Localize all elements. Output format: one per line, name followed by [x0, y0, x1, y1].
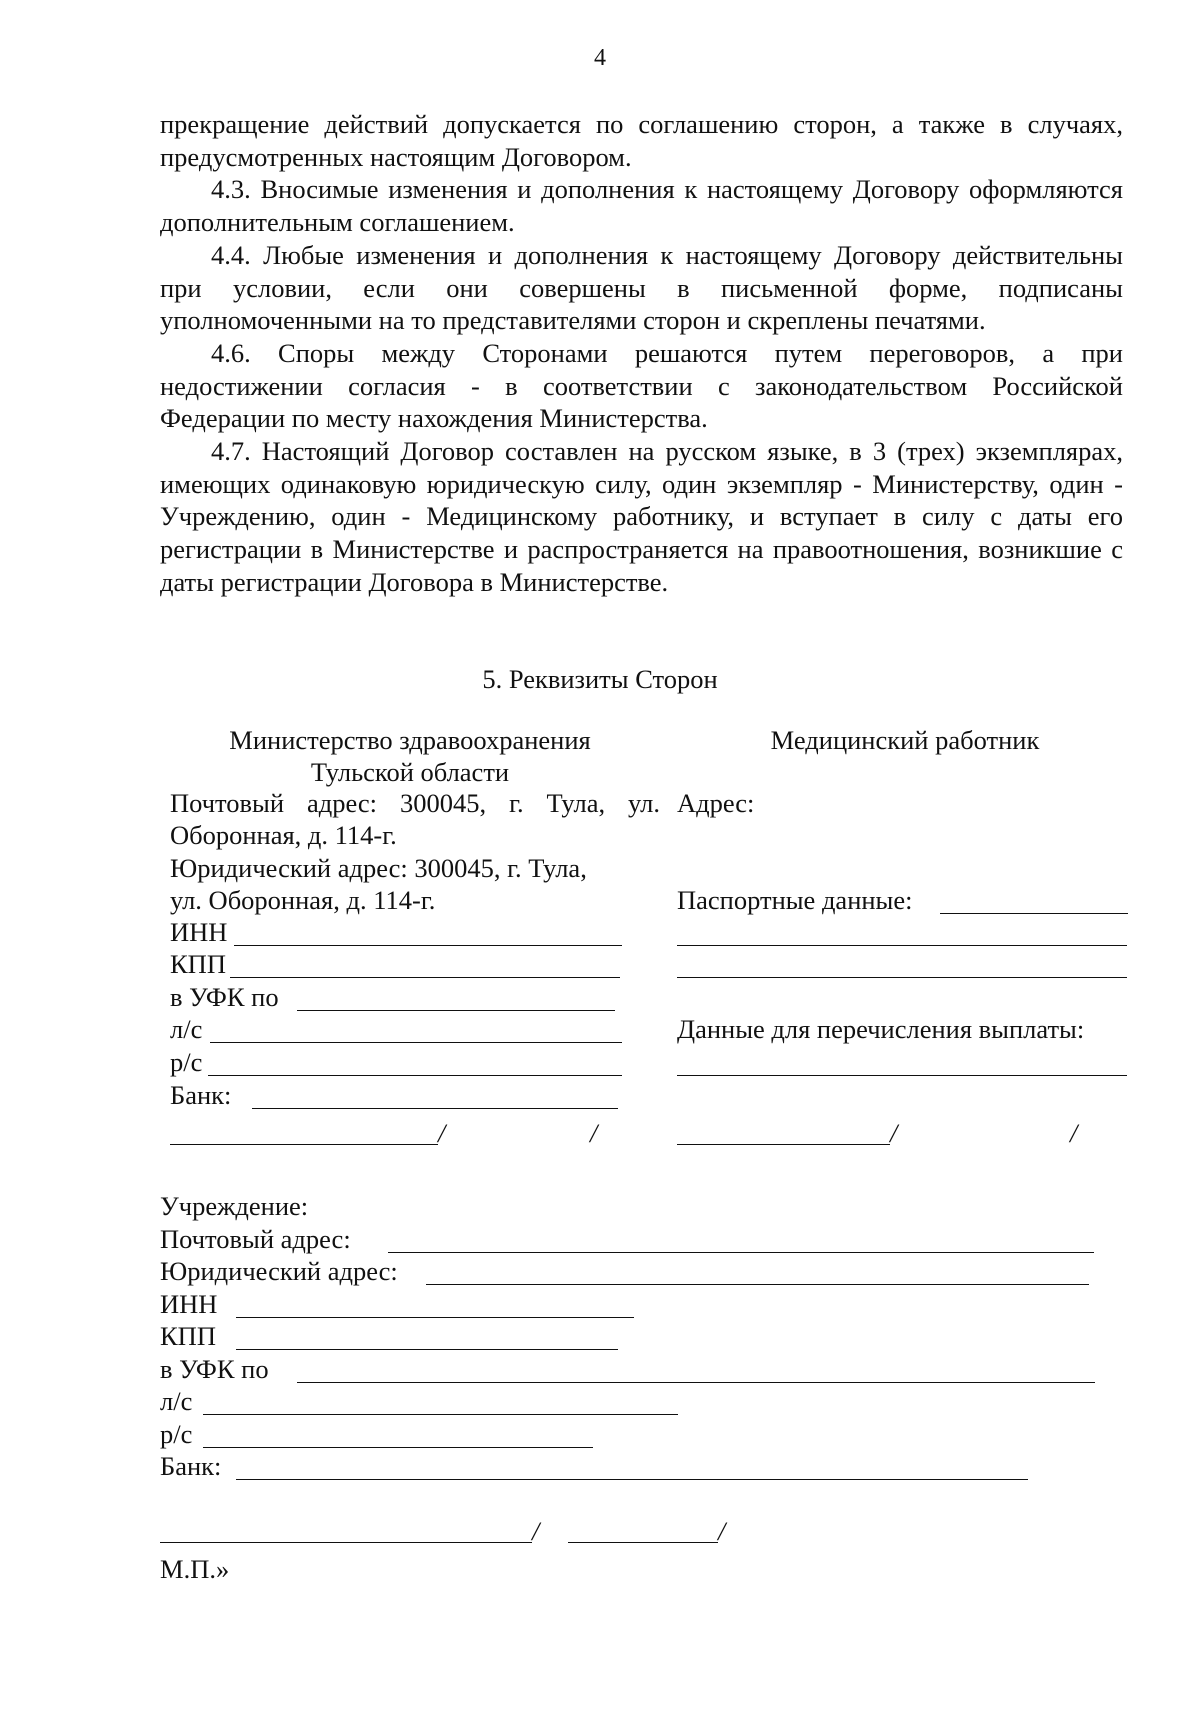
paragraph-4-6: 4.6. Споры между Сторонами решаются путем переговоров, а при недостижении согласия - в соответствии с законодательством Российской Федерации по месту нахождения Министерства.: [160, 337, 1123, 434]
worker-signature-line: [677, 1144, 890, 1145]
institution-kpp-label: КПП: [160, 1321, 216, 1351]
page-number: 4: [594, 45, 606, 71]
worker-payment-label: Данные для перечисления выплаты:: [677, 1014, 1085, 1044]
paragraph-4-4: 4.4. Любые изменения и дополнения к настоящему Договору действительны при условии, если они совершены в письменной форме, подписаны уполномоченными на то представителями сторон и скреплены печатями.: [160, 239, 1123, 336]
institution-postal-field: [388, 1252, 1094, 1253]
institution-ls-field: [203, 1414, 678, 1415]
institution-ufk-label: в УФК по: [160, 1354, 269, 1384]
ministry-kpp-label: КПП: [170, 949, 226, 979]
institution-rs-field: [203, 1447, 593, 1448]
worker-signature-slash-2: /: [1070, 1118, 1078, 1148]
worker-passport-field-2: [677, 945, 1127, 946]
worker-payment-field: [677, 1075, 1127, 1076]
ministry-rs-field: [208, 1075, 622, 1076]
section-title: 5. Реквизиты Сторон: [482, 664, 718, 694]
worker-passport-label: Паспортные данные:: [677, 885, 913, 915]
ministry-postal-line1: [170, 788, 660, 818]
worker-heading: Медицинский работник: [770, 725, 1040, 755]
institution-signature-slash-2: /: [718, 1516, 726, 1546]
ministry-heading-2: Тульской области: [310, 757, 510, 787]
ministry-kpp-field: [230, 977, 620, 978]
contract-body: [160, 108, 1123, 599]
institution-postal-label: Почтовый адрес:: [160, 1224, 351, 1254]
ministry-heading-1: Министерство здравоохранения: [229, 725, 591, 755]
institution-inn-label: ИНН: [160, 1289, 218, 1319]
ministry-ufk-field: [297, 1010, 615, 1011]
institution-bank-field: [236, 1479, 1028, 1480]
ministry-bank-label: Банк:: [170, 1080, 232, 1110]
ministry-legal-line2: ул. Оборонная, д. 114-г.: [170, 885, 436, 915]
ministry-inn-field: [234, 945, 622, 946]
worker-passport-field-3: [677, 977, 1127, 978]
ministry-ufk-label: в УФК по: [170, 982, 279, 1012]
paragraph-4-3: 4.3. Вносимые изменения и дополнения к настоящему Договору оформляются дополнительным соглашением.: [160, 174, 1123, 238]
institution-kpp-field: [236, 1349, 618, 1350]
ministry-signature-line: [170, 1144, 438, 1145]
institution-inn-field: [236, 1317, 634, 1318]
institution-rs-label: р/с: [160, 1419, 193, 1449]
institution-legal-field: [426, 1284, 1089, 1285]
ministry-ls-label: л/с: [170, 1014, 203, 1044]
ministry-postal-line2: Оборонная, д. 114-г.: [170, 820, 397, 850]
institution-name-line: [568, 1542, 718, 1543]
ministry-signature-slash-1: /: [438, 1118, 446, 1148]
institution-ufk-field: [297, 1382, 1095, 1383]
ministry-postal-text: Почтовый адрес: 300045, г. Тула, ул.: [170, 788, 660, 818]
worker-address-label: Адрес:: [677, 788, 755, 818]
ministry-rs-label: р/с: [170, 1047, 203, 1077]
institution-heading: Учреждение:: [160, 1191, 309, 1221]
institution-ls-label: л/с: [160, 1386, 193, 1416]
institution-legal-label: Юридический адрес:: [160, 1256, 398, 1286]
ministry-inn-label: ИНН: [170, 917, 228, 947]
institution-signature-slash-1: /: [532, 1516, 540, 1546]
ministry-legal-line1: Юридический адрес: 300045, г. Тула,: [170, 853, 587, 883]
institution-bank-label: Банк:: [160, 1451, 222, 1481]
worker-signature-slash-1: /: [890, 1118, 898, 1148]
ministry-signature-slash-2: /: [590, 1118, 598, 1148]
institution-signature-line: [160, 1542, 532, 1543]
stamp-mark: М.П.»: [160, 1554, 230, 1584]
paragraph-4-2-continued: прекращение действий допускается по соглашению сторон, а также в случаях, предусмотренных настоящим Договором.: [160, 109, 1123, 172]
ministry-ls-field: [210, 1042, 622, 1043]
paragraph-4-7: 4.7. Настоящий Договор составлен на русском языке, в 3 (трех) экземплярах, имеющих одинаковую юридическую силу, один экземпляр - Министерству, один - Учреждению, один - Медицинскому работнику, и вступает в силу с даты его регистрации в Министерстве и распространяется на правоотношения, возникшие с даты регистрации Договора в Министерстве.: [160, 436, 1123, 597]
ministry-bank-field: [252, 1108, 618, 1109]
worker-passport-field-1: [940, 913, 1128, 914]
